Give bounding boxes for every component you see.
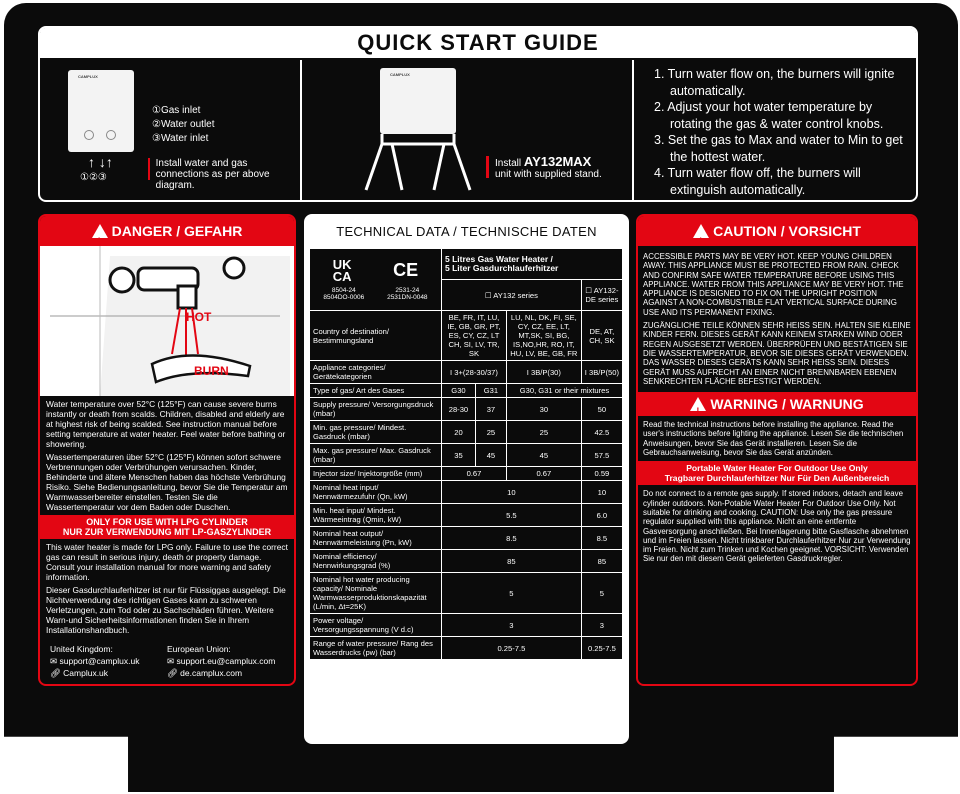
stand-heater-logo: CAMPLUX xyxy=(390,72,410,77)
table-cell: 25 xyxy=(475,421,506,444)
table-cell: 0.25-7.5 xyxy=(442,637,582,660)
table-cell: Nominal heat output/ Nennwärmeleistung (Pn, kW) xyxy=(310,527,442,550)
lpg-band xyxy=(40,515,294,539)
table-cell: 45 xyxy=(475,444,506,467)
legend-water-inlet: ③Water inlet xyxy=(152,133,209,144)
stand-note-text xyxy=(495,156,602,180)
eu-label: European Union: xyxy=(167,644,231,654)
product-name-de: 5 Liter Gasdurchlauferhitzer xyxy=(445,263,559,273)
heater-logo: CAMPLUX xyxy=(78,74,98,79)
table-cell: 8.5 xyxy=(442,527,582,550)
table-row xyxy=(310,444,623,467)
table-cell: Injector size/ Injektorgröße (mm) xyxy=(310,467,442,481)
table-row xyxy=(310,361,623,384)
arrows-numbers: ①②③ xyxy=(80,172,107,183)
outdoor-band xyxy=(638,461,916,485)
table-cell: 85 xyxy=(442,550,582,573)
table-row xyxy=(310,527,623,550)
lpg-text-en: This water heater is made for LPG only. Failure to use the correct gas can result in serious injury, death or property damage. Consult your installation manual for more warning and safety information. xyxy=(46,542,288,582)
table-cell: LU, NL, DK, FI, SE, CY, CZ, EE, LT, MT,SK, SI, BG, IS,NO,HR, RO, IT, HU, LV, BE, GB, FR xyxy=(506,311,581,361)
table-cell: BE, FR, IT, LU, IE, GB, GR, PT, ES, CY, CZ, LT CH, SI, LV, TR, SK xyxy=(442,311,507,361)
table-cell: 45 xyxy=(506,444,581,467)
mail-icon: ✉ xyxy=(50,656,60,666)
uk-web-row xyxy=(50,667,167,679)
table-cell: 28-30 xyxy=(442,398,476,421)
table-cell: 0.59 xyxy=(581,467,622,481)
product-name-en: 5 Litres Gas Water Heater / xyxy=(445,254,553,264)
connections-column xyxy=(40,60,298,200)
caution-text-de: ZUGÄNGLICHE TEILE KÖNNEN SEHR HEISS SEIN. HALTEN SIE KLEINE KINDER FERN. DIESES GERÄT KANN KEINEM STARKEN WIND ODER REGEN AUSGESETZT WERDEN. ÜBERPRÜFEN UND BESTÄTIGEN SIE DIE WASSERTEMPERATUR, BEVOR SIE DIESES GERÄT VERWENDEN. DAS WASSER DIESES GERÄTS KANN SEHR HEISS SEIN. DIESES GERÄT MUSS AUFRECHT AN EINER NICHT BRENNBAREN EBENEN SENKRECHTEN FLÄCHE BEFESTIGT WERDEN. xyxy=(643,321,911,386)
stand-note xyxy=(486,156,626,180)
table-cell: 37 xyxy=(475,398,506,421)
table-row xyxy=(310,550,623,573)
stand-note-suffix: unit with supplied stand. xyxy=(495,169,602,180)
link-icon: 🔗︎ xyxy=(167,668,181,678)
table-cell: Appliance categories/ Gerätekategorien xyxy=(310,361,442,384)
eu-web-row xyxy=(167,667,284,679)
table-cell: DE, AT, CH, SK xyxy=(581,311,622,361)
contacts xyxy=(40,638,294,684)
stand-note-prefix: Install xyxy=(495,158,522,169)
contact-uk xyxy=(50,643,167,679)
table-cell: G30 xyxy=(442,384,476,398)
eu-email[interactable]: support.eu@camplux.com xyxy=(176,656,276,666)
technical-table xyxy=(309,248,623,660)
cert-marks xyxy=(310,249,442,311)
danger-title: DANGER / GEFAHR xyxy=(111,223,243,239)
table-cell: Min. gas pressure/ Mindest. Gasdruck (mbar) xyxy=(310,421,442,444)
note-marker xyxy=(148,158,150,180)
table-cell: 10 xyxy=(442,481,582,504)
uk-email-row xyxy=(50,655,167,667)
warning-triangle-icon xyxy=(693,224,709,238)
table-cell: G30, G31 or their mixtures xyxy=(506,384,622,398)
heater-on-stand-diagram xyxy=(380,68,456,134)
steps-column xyxy=(632,60,918,200)
technical-title: TECHNICAL DATA / TECHNISCHE DATEN xyxy=(336,224,597,239)
hot-label: HOT xyxy=(186,310,212,324)
table-row xyxy=(310,481,623,504)
lpg-band-de: NUR ZUR VERWENDUNG MIT LP-GASZYLINDER xyxy=(62,527,272,537)
table-cell: 5 xyxy=(442,573,582,614)
warning-triangle-icon xyxy=(92,224,108,238)
scald-illustration xyxy=(40,246,294,396)
uk-label: United Kingdom: xyxy=(50,644,113,654)
table-row xyxy=(310,637,623,660)
table-cell: 3 xyxy=(442,614,582,637)
uk-website[interactable]: Camplux.uk xyxy=(63,668,109,678)
table-cell: I 3+(28-30/37) xyxy=(442,361,507,384)
legend-water-outlet: ②Water outlet xyxy=(152,119,215,130)
ukca-bottom: CA xyxy=(332,268,352,284)
warning-text: Read the technical instructions before installing the appliance. Read the user's instructions before lighting the appliance. Lesen Sie die technischen Anweisungen, bevor Sie das Gerät installieren. Lesen Sie die Gebrauchsanweisung, bevor Sie das Gerät anzünden. xyxy=(643,420,904,458)
table-cell: Power voltage/ Versorgungsspannung (V d.c) xyxy=(310,614,442,637)
table-row xyxy=(310,384,623,398)
burn-label: BURN xyxy=(194,364,229,378)
gas-knob-icon xyxy=(84,130,94,140)
danger-panel xyxy=(38,214,296,686)
table-cell: Range of water pressure/ Rang des Wasserdrucks (pw) (bar) xyxy=(310,637,442,660)
install-note-text: Install water and gas connections as per above diagram. xyxy=(155,158,270,191)
table-cell: 20 xyxy=(442,421,476,444)
install-note xyxy=(148,158,294,191)
table-cell: 85 xyxy=(581,550,622,573)
caution-text-en: ACCESSIBLE PARTS MAY BE VERY HOT. KEEP YOUNG CHILDREN AWAY. THIS APPLIANCE MUST BE PROTECTED FROM RAIN. CHECK AND CONFIRM SAFE WATER TEMPERATURE BEFORE USING THIS APPLIANCE. WATER FROM THIS APPLIANCE MAY BE VERY HOT. THE APPLIANCE IS DESIGNED TO FIX ON THE UPRIGHT POSITION AGAINST A NON-COMBUSTIBLE FLAT VERTICAL SURFACE DURING USE AND ITS PERMANENT FIXING. xyxy=(643,252,904,317)
table-cell: 42.5 xyxy=(581,421,622,444)
caution-panel xyxy=(636,214,918,686)
table-cell: Nominal efficiency/ Nennwirkungsgrad (%) xyxy=(310,550,442,573)
uk-email[interactable]: support@camplux.uk xyxy=(59,656,140,666)
table-cell: Country of destination/ Bestimmungsland xyxy=(310,311,442,361)
table-row xyxy=(310,614,623,637)
eu-email-row xyxy=(167,655,284,667)
ce-cert-number: 2531-24 2531DN-0048 xyxy=(387,286,428,301)
table-cell: Supply pressure/ Versorgungsdruck (mbar) xyxy=(310,398,442,421)
table-cell: 0.25-7.5 xyxy=(581,637,622,660)
danger-text-en: Water temperature over 52°C (125°F) can cause severe burns instantly or death from scalds. Children, disabled and elderly are at highest risk of being scalded. See instruction manual before setting temperature at water heater. Feel water before bathing or showering. xyxy=(46,399,286,449)
lpg-text-de: Dieser Gasdurchlauferhitzer ist nur für Flüssiggas ausgelegt. Die Nichtverwendung des richtigen Gases kann zu schweren Verletzungen, zum Tod oder zu Sachschäden führen. Weitere Warn-und Sicherheitsinformationen finden Sie in Ihrem Installationshandbuch. xyxy=(46,585,286,635)
table-cell: 35 xyxy=(442,444,476,467)
table-cell: 57.5 xyxy=(581,444,622,467)
table-row xyxy=(310,504,623,527)
ce-mark-icon: CE xyxy=(393,260,419,280)
technical-rows xyxy=(310,311,623,660)
caution-header xyxy=(638,216,916,246)
stand-model: AY132MAX xyxy=(523,154,592,169)
mail-icon: ✉ xyxy=(167,656,177,666)
connection-legend xyxy=(152,104,215,146)
product-name xyxy=(442,249,623,280)
outdoor-band-de: Tragbarer Durchlauferhitzer Nur Für Den Außenbereich xyxy=(664,473,890,484)
quick-start-title: QUICK START GUIDE xyxy=(40,28,916,58)
stand-note-marker xyxy=(486,156,489,178)
danger-header xyxy=(40,216,294,246)
technical-data-panel xyxy=(304,214,629,744)
warning-triangle-icon xyxy=(690,397,706,411)
stand-icon xyxy=(362,130,474,194)
step-2: 2. Adjust your hot water temperature by rotating the gas & water control knobs. xyxy=(654,100,884,131)
heater-diagram xyxy=(68,70,134,152)
table-cell: Type of gas/ Art des Gases xyxy=(310,384,442,398)
contact-eu xyxy=(167,643,284,679)
quick-steps xyxy=(654,66,910,198)
table-row xyxy=(310,311,623,361)
table-cell: 0.67 xyxy=(442,467,507,481)
caution-title: CAUTION / VORSICHT xyxy=(713,223,861,239)
table-cell: 6.0 xyxy=(581,504,622,527)
table-row xyxy=(310,421,623,444)
series-ay132-de: ☐ AY132-DE series xyxy=(581,280,622,311)
table-cell: 5.5 xyxy=(442,504,582,527)
step-1: 1. Turn water flow on, the burners will ignite automatically. xyxy=(654,67,895,98)
table-cell: 50 xyxy=(581,398,622,421)
step-3: 3. Set the gas to Max and water to Min to get the hottest water. xyxy=(654,133,903,164)
table-cell: I 3B/P(50) xyxy=(581,361,622,384)
table-cell: Nominal heat input/ Nennwärmezufuhr (Qn, kW) xyxy=(310,481,442,504)
table-cell: 0.67 xyxy=(506,467,581,481)
table-row xyxy=(310,573,623,614)
water-knob-icon xyxy=(106,130,116,140)
warning-title: WARNING / WARNUNG xyxy=(710,396,864,413)
lpg-band-en: ONLY FOR USE WITH LPG CYLINDER xyxy=(86,517,248,527)
step-4: 4. Turn water flow off, the burners will extinguish automatically. xyxy=(654,166,861,197)
faucet-hand-icon xyxy=(40,246,294,396)
table-cell: 30 xyxy=(506,398,581,421)
table-cell: I 3B/P(30) xyxy=(506,361,581,384)
table-cell: 25 xyxy=(506,421,581,444)
header-row xyxy=(310,249,623,280)
ukca-top: UK xyxy=(332,256,352,272)
series-ay132: ☐ AY132 series xyxy=(442,280,582,311)
table-cell: G31 xyxy=(475,384,506,398)
table-row xyxy=(310,398,623,421)
table-cell: Nominal hot water producing capacity/ Nominale Warmwasserproduktionskapazität (L/min, Δt=25K) xyxy=(310,573,442,614)
table-cell: 10 xyxy=(581,481,622,504)
table-cell: 8.5 xyxy=(581,527,622,550)
outdoor-text: Do not connect to a remote gas supply. If stored indoors, detach and leave cylinder outdoors. Non-Potable Water Heater For Outdoor Use Only. Not suitable for drinking and cooking. CAUTION: Use only the gas pressure regulator supplied with this appliance. Nicht an eine entfernte Gasversorgung anschließen. Bei Innenlagerung bitte Gasflasche abnehmen und im Freien lassen. Nicht trinkbarer Durchlauferhitzer Nur zur Verwendung im Freien. Nicht zum Trinken und Kochen geeignet. VORSICHT: Verwenden Sie nur den mit diesem Gerät gelieferten Gasdruckregler. xyxy=(643,489,911,564)
ukca-mark-icon xyxy=(332,256,352,284)
link-icon: 🔗︎ xyxy=(50,668,64,678)
flow-arrows-icon: ↑ ↓↑ xyxy=(88,154,113,170)
outdoor-band-en: Portable Water Heater For Outdoor Use Only xyxy=(686,463,868,474)
table-cell: Min. heat input/ Mindest. Wärmeeintrag (Qmin, kW) xyxy=(310,504,442,527)
eu-website[interactable]: de.camplux.com xyxy=(180,668,243,678)
stand-column xyxy=(300,60,630,200)
table-row xyxy=(310,467,623,481)
table-cell: 5 xyxy=(581,573,622,614)
ukca-cert-number: 8504-24 8504DO-0006 xyxy=(323,286,365,301)
quick-start-guide xyxy=(38,26,918,202)
table-cell: Max. gas pressure/ Max. Gasdruck (mbar) xyxy=(310,444,442,467)
warning-header xyxy=(638,392,916,416)
danger-text-de: Wassertemperaturen über 52°C (125°F) können sofort schwere Verbrennungen oder Verbrühungen verursachen. Kinder, Behinderte und ältere Menschen haben das höchste Verbrühung Risiko. Siehe Bedienungsanleitung, bevor Sie die Temperatur am Warmwasserbereiter einstellen. Testen Sie die Wassertemperatur vor dem Baden oder Duschen. xyxy=(46,452,288,512)
legend-gas-inlet: ①Gas inlet xyxy=(152,105,201,116)
table-cell: 3 xyxy=(581,614,622,637)
